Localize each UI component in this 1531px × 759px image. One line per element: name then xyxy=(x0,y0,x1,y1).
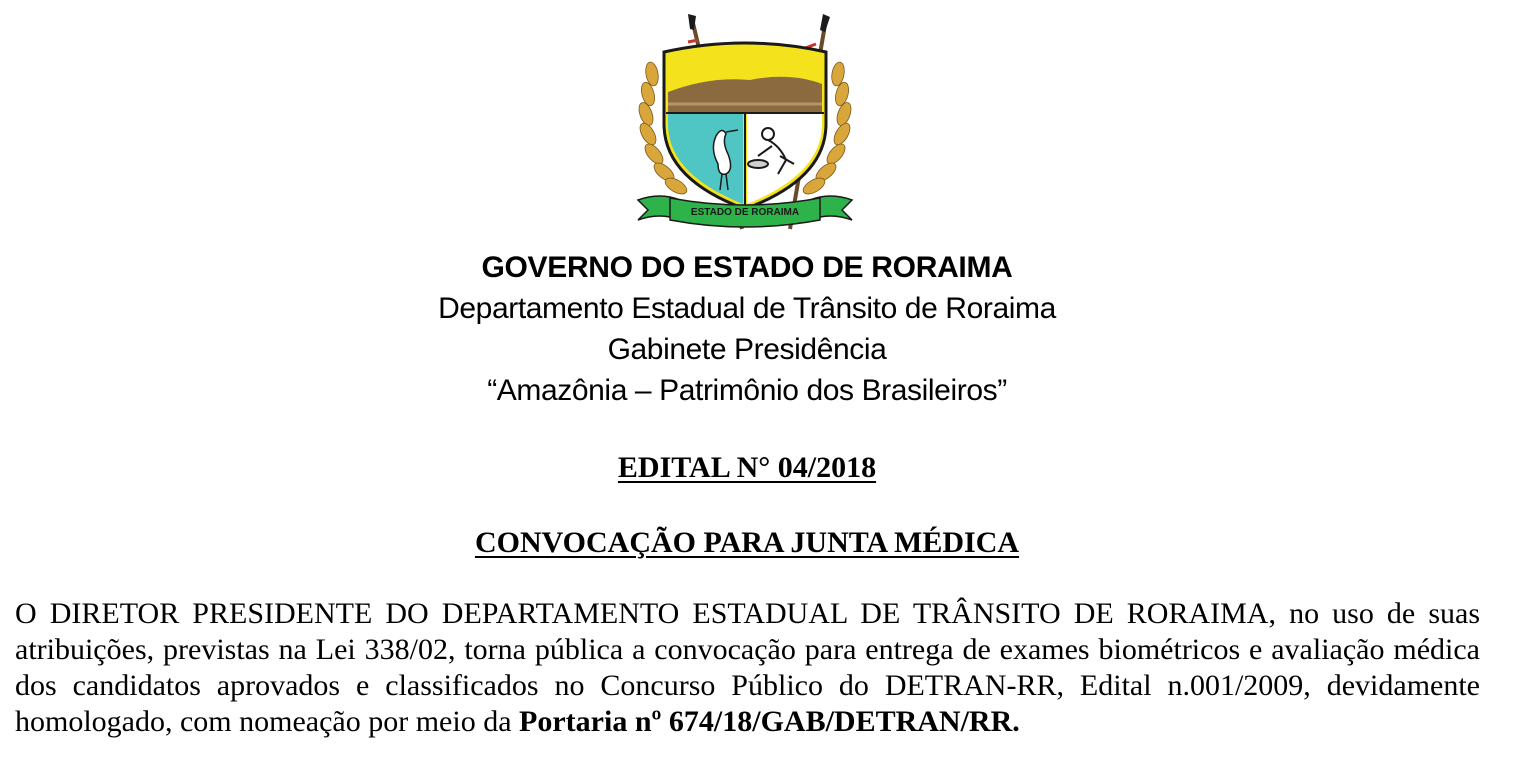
subject-title: CONVOCAÇÃO PARA JUNTA MÉDICA xyxy=(474,526,1020,559)
motto: “Amazônia – Patrimônio dos Brasileiros” xyxy=(487,374,1007,407)
portaria-reference: Portaria nº 674/18/GAB/DETRAN/RR. xyxy=(519,705,1020,738)
ribbon-text: ESTADO DE RORAIMA xyxy=(690,207,800,218)
edital-title: EDITAL N° 04/2018 xyxy=(617,451,877,484)
government-title: GOVERNO DO ESTADO DE RORAIMA xyxy=(481,251,1013,284)
coat-of-arms-logo xyxy=(630,14,860,248)
department-name: Departamento Estadual de Trânsito de Roraima xyxy=(438,292,1056,325)
paragraph-text: O DIRETOR PRESIDENTE DO DEPARTAMENTO ESTADUAL DE TRÂNSITO DE RORAIMA, no uso de suas atribuições, previstas na Lei 338/02, torna pública a convocação para entrega de exames biométricos e avaliação médica dos candidatos aprovados e classificados no Concurso Público do DETRAN-RR, Edital n.001/2009, devidamente homologado, com nomeação por meio da xyxy=(15,597,1480,738)
edital-heading xyxy=(0,448,1494,488)
letterhead xyxy=(0,247,1494,411)
office-name: Gabinete Presidência xyxy=(607,333,887,366)
subject-heading xyxy=(0,523,1494,563)
body-paragraph xyxy=(15,596,1480,740)
